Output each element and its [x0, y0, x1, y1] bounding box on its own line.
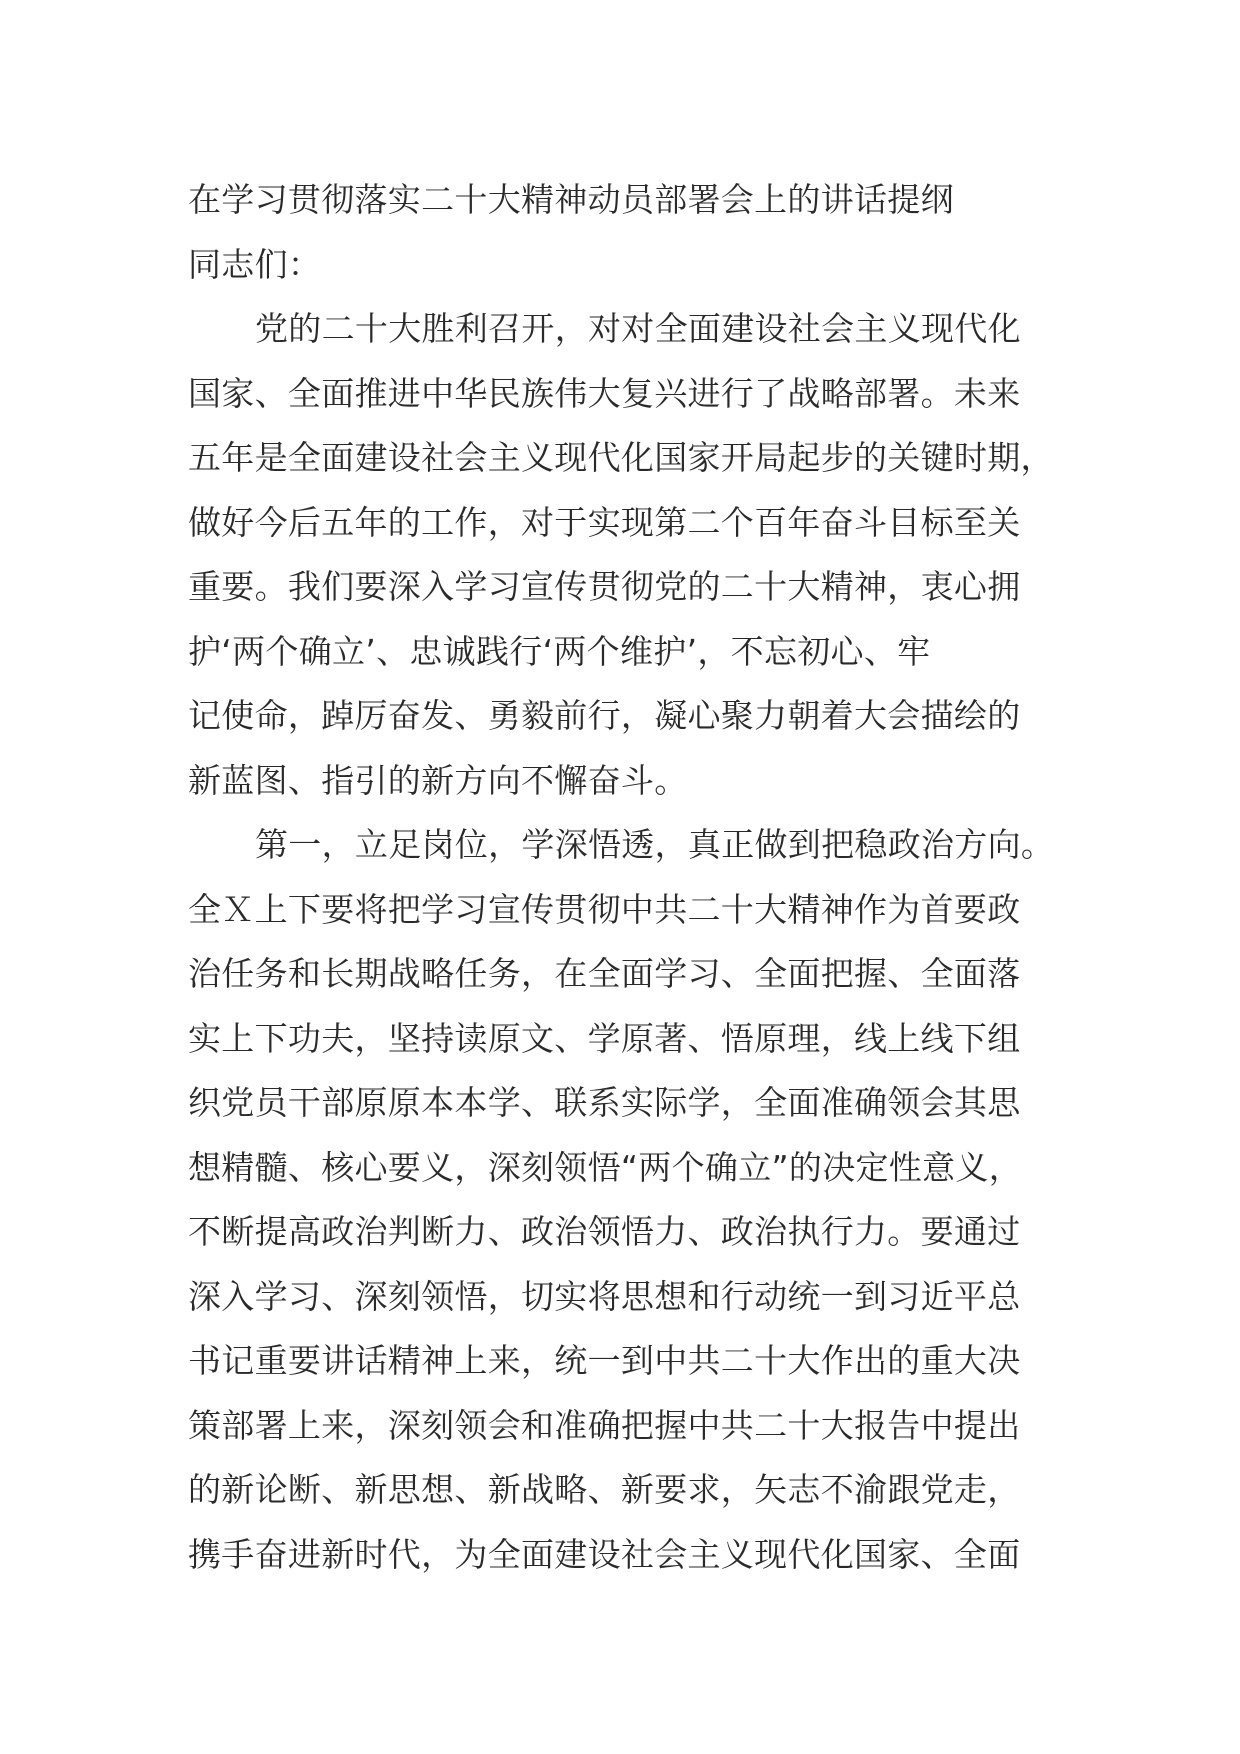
- paragraph-2: [188, 813, 1068, 1587]
- paragraph-1: [188, 297, 1068, 813]
- paragraph-line: 携手奋进新时代，为全面建设社会主义现代化国家、全面: [188, 1534, 1021, 1574]
- paragraph-line: 书记重要讲话精神上来，统一到中共二十大作出的重大决: [188, 1341, 1021, 1380]
- document-body: [188, 168, 1068, 1587]
- paragraph-line: 治任务和长期战略任务，在全面学习、全面把握、全面落: [188, 954, 1021, 993]
- paragraph-line: 第一，立足岗位，学深悟透，真正做到把稳政治方向。: [255, 825, 1055, 864]
- paragraph-line: 深入学习、深刻领悟，切实将思想和行动统一到习近平总: [188, 1276, 1021, 1316]
- document-title: 在学习贯彻落实二十大精神动员部署会上的讲话提纲: [188, 180, 954, 219]
- paragraph-line: 的新论断、新思想、新战略、新要求，矢志不渝跟党走，: [188, 1470, 1021, 1509]
- paragraph-line: 新蓝图、指引的新方向不懈奋斗。: [188, 760, 688, 800]
- salutation: 同志们：: [188, 244, 322, 284]
- paragraph-line: 记使命，踔厉奋发、勇毅前行，凝心聚力朝着大会描绘的: [188, 696, 1021, 735]
- paragraph-line: 国家、全面推进中华民族伟大复兴进行了战略部署。未来: [188, 373, 1021, 413]
- paragraph-line: 护‘两个确立’、忠诚践行‘两个维护’，不忘初心、牢: [188, 631, 931, 671]
- paragraph-line: 重要。我们要深入学习宣传贯彻党的二十大精神，衷心拥: [188, 567, 1021, 606]
- paragraph-line: 五年是全面建设社会主义现代化国家开局起步的关键时期，: [188, 438, 1054, 477]
- paragraph-line: 全Ｘ上下要将把学习宣传贯彻中共二十大精神作为首要政: [188, 889, 1021, 929]
- paragraph-line: 织党员干部原原本本学、联系实际学，全面准确领会其思: [188, 1083, 1021, 1122]
- paragraph-line: 策部署上来，深刻领会和准确把握中共二十大报告中提出: [188, 1405, 1021, 1445]
- paragraph-line: 想精髓、核心要义，深刻领悟“两个确立”的决定性意义，: [188, 1147, 1022, 1187]
- paragraph-line: 做好今后五年的工作，对于实现第二个百年奋斗目标至关: [188, 502, 1021, 542]
- paragraph-line: 不断提高政治判断力、政治领悟力、政治执行力。要通过: [188, 1212, 1021, 1251]
- paragraph-line: 实上下功夫，坚持读原文、学原著、悟原理，线上线下组: [188, 1018, 1021, 1058]
- paragraph-line: 党的二十大胜利召开，对对全面建设社会主义现代化: [255, 309, 1021, 348]
